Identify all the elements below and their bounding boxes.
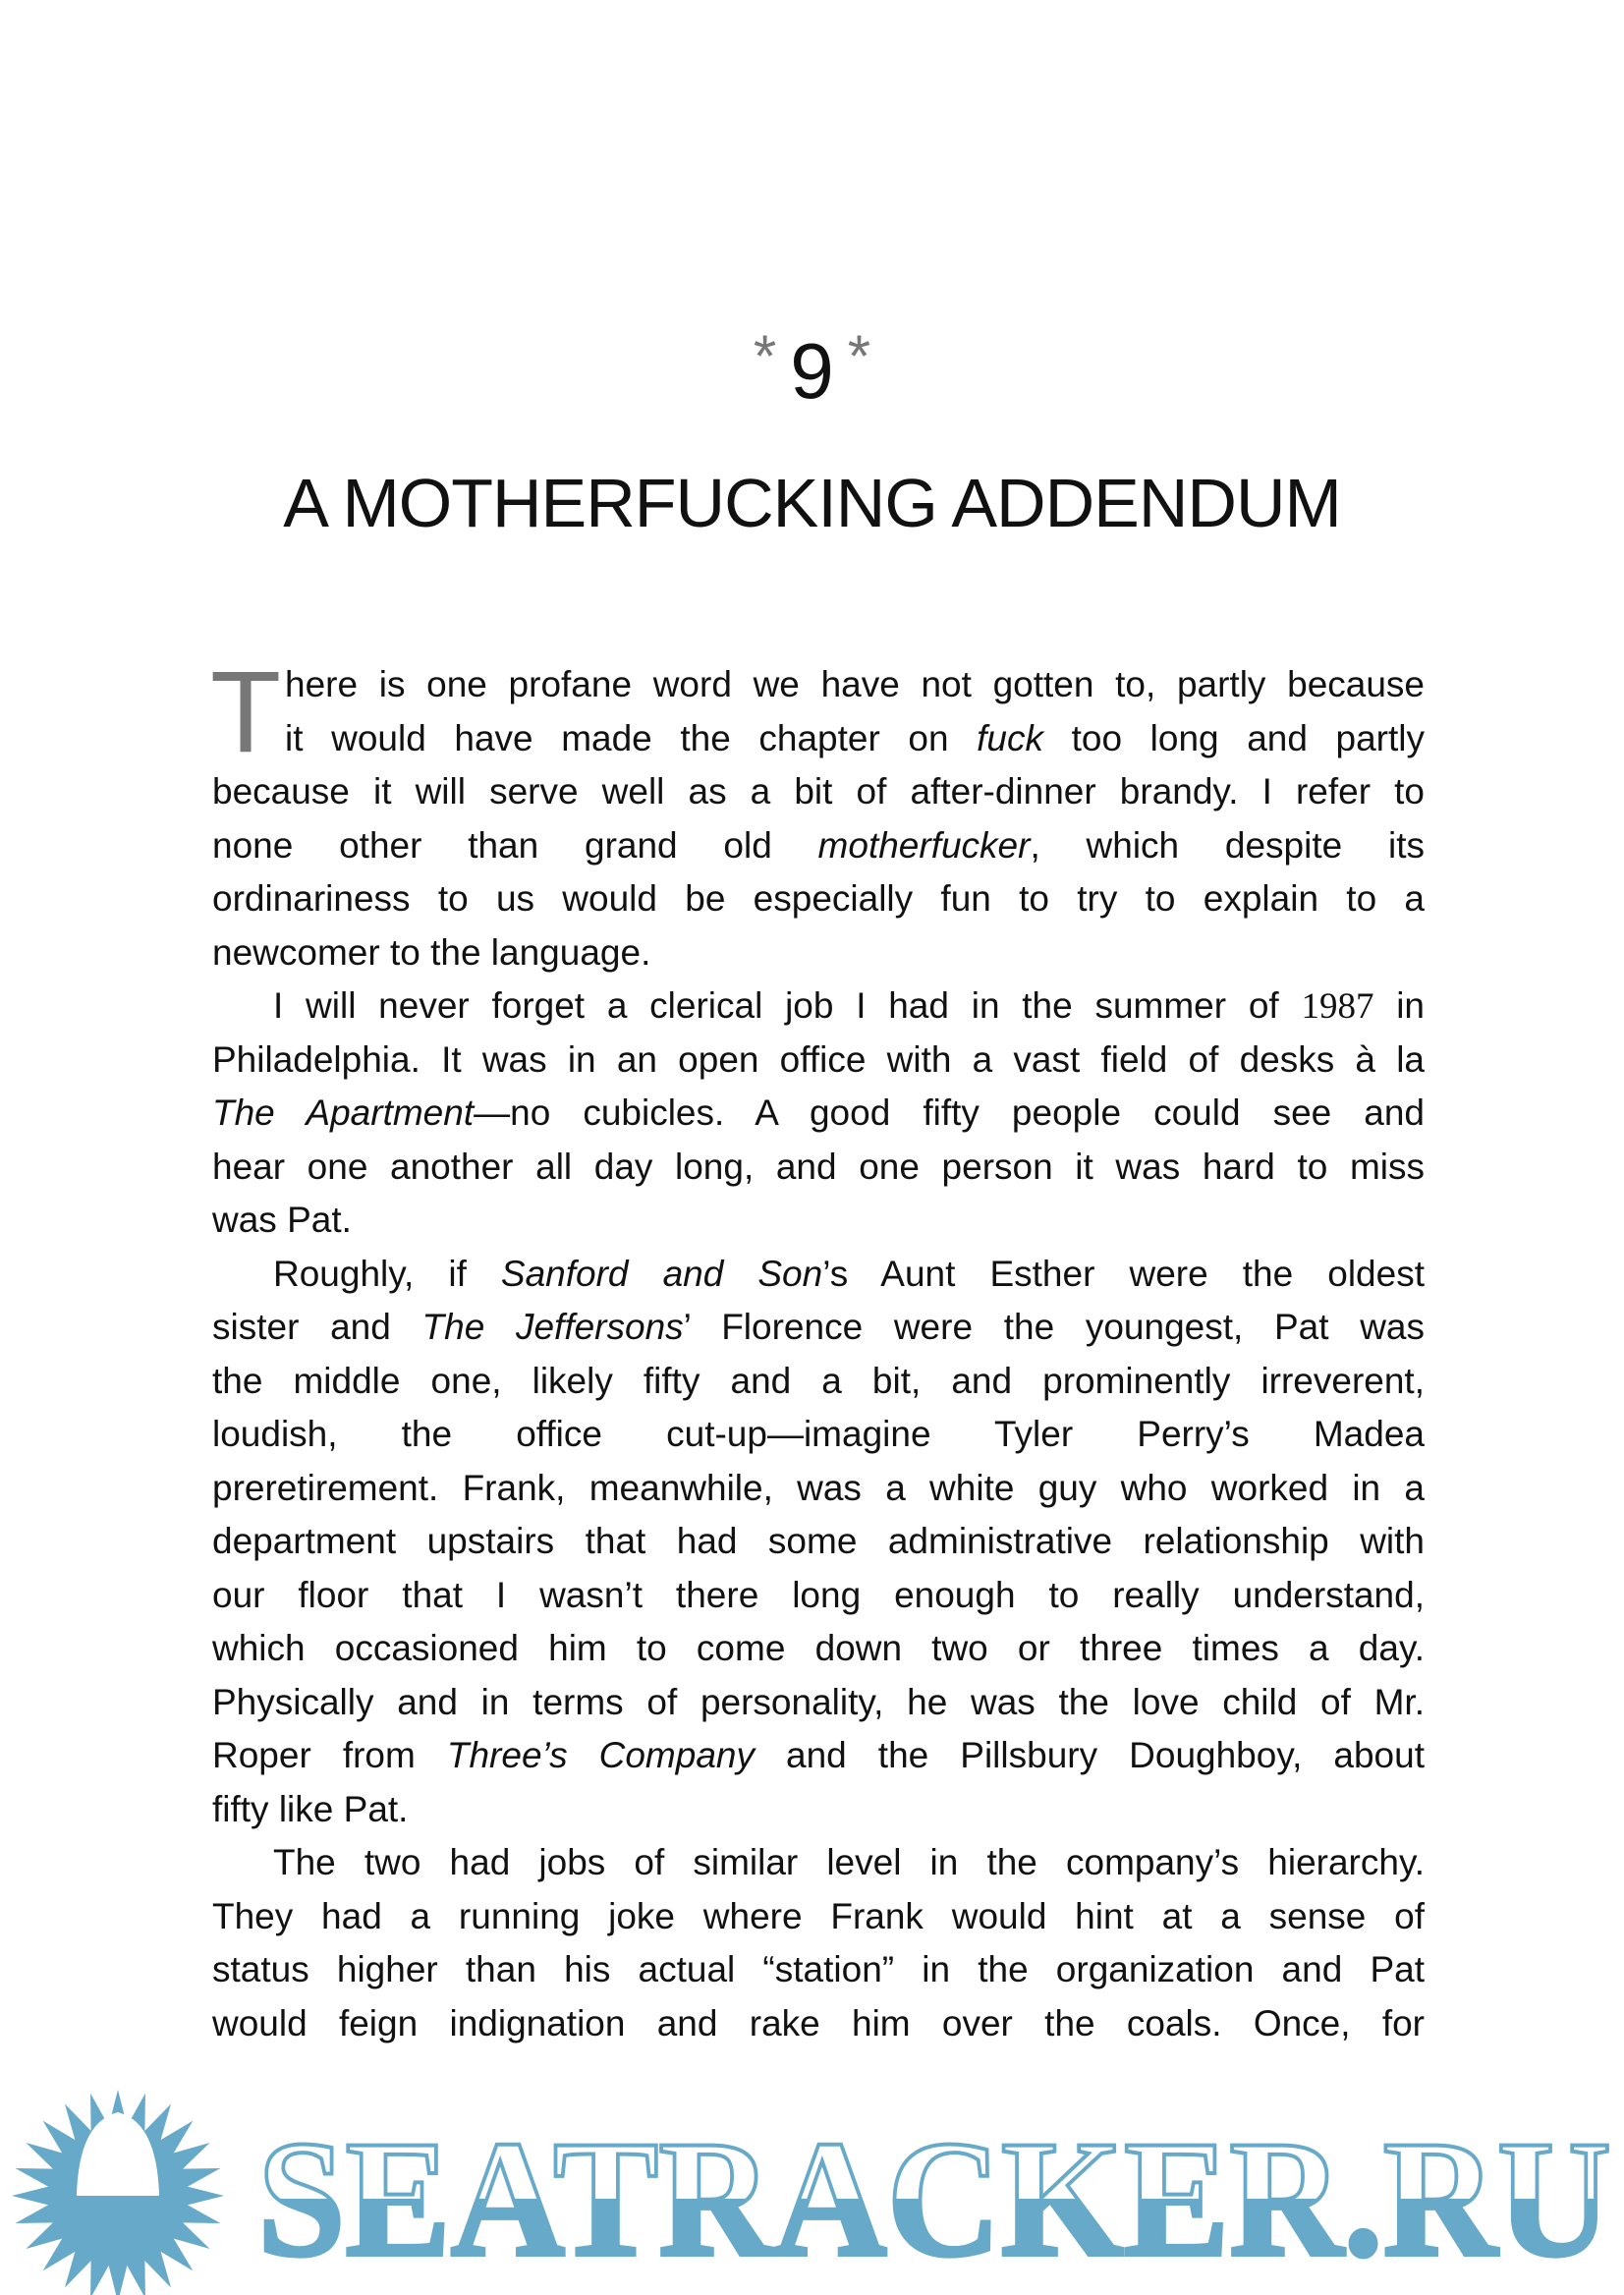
text-segment: —no cubicles. A good fifty people could see and [474,1092,1425,1133]
text-segment: would feign indignation and rake him over the coals. Once, for [212,2002,1425,2043]
text-line [212,1141,1425,1195]
text-segment: status higher than his actual “station” in the organization and Pat [212,1949,1425,1989]
text-line [212,1890,1425,1944]
text-line [212,1943,1425,1997]
text-line [212,1248,1425,1302]
text-line [212,1087,1425,1141]
asterisk-left: * [753,323,777,389]
text-segment: and the Pillsbury Doughboy, about [754,1735,1425,1775]
text-segment: Philadelphia. It was in an open office with a vast field of desks à la [212,1038,1425,1080]
text-line [212,1622,1425,1676]
text-segment: fifty like Pat. [212,1788,409,1829]
text-segment: was Pat. [212,1200,352,1240]
text-line [212,980,1425,1034]
text-line [212,926,1425,980]
text-segment: hear one another all day long, and one person it was hard to miss [212,1146,1425,1187]
text-line [212,1408,1425,1462]
text-segment: department upstairs that had some administrative relationship with [212,1521,1425,1561]
text-segment: They had a running joke where Frank would hint at a sense of [212,1895,1425,1936]
text-line [212,1676,1425,1730]
text-line [212,1462,1425,1516]
italic-title: motherfucker [817,824,1031,866]
text-line [212,1836,1425,1890]
text-line [212,1569,1425,1623]
text-segment: loudish, the office cut-up—imagine Tyler Perry’s Madea [212,1414,1425,1454]
text-line [212,1515,1425,1569]
text-line [212,1034,1425,1088]
text-segment: Roughly, if [273,1253,501,1294]
text-line [212,872,1425,926]
text-line [212,1783,1425,1837]
text-segment: the middle one, likely fifty and a bit, and prominently irreverent, [212,1360,1425,1401]
text-segment: Roper from [212,1735,447,1775]
text-segment: Physically and in terms of personality, he was the love child of Mr. [212,1681,1425,1722]
text-line [212,712,1425,766]
italic-title: The Jeffersons [421,1307,684,1347]
asterisk-right: * [847,323,871,389]
text-segment: newcomer to the language. [212,931,651,973]
italic-title: Three’s Company [446,1735,755,1775]
text-segment: ’s Aunt Esther were the oldest [822,1253,1425,1294]
text-line [212,819,1425,873]
italic-title: Sanford and Son [500,1253,823,1294]
text-segment: The two had jobs of similar level in the company’s hierarchy. [273,1842,1425,1882]
italic-title: The Apartment [212,1092,475,1133]
text-line [212,765,1425,819]
chapter-number [0,312,1624,416]
text-line [212,1729,1425,1783]
text-segment: ’ Florence were the youngest, Pat was [683,1307,1425,1347]
watermark-text: SEATRACKER.RU [257,2106,1611,2291]
text-segment: our floor that I wasn’t there long enough to really understand, [212,1574,1425,1615]
text-line [212,1355,1425,1409]
text-segment: sister and [212,1307,422,1347]
text-segment: which occasioned him to come down two or three times a day. [212,1628,1425,1668]
text-segment: 1987 [1301,986,1374,1027]
text-segment: preretirement. Frank, meanwhile, was a white guy who worked in a [212,1467,1425,1508]
text-line [212,1301,1425,1355]
text-segment: here is one profane word we have not gotten to, partly because [285,664,1425,704]
text-segment: I will never forget a clerical job I had in the summer of [273,985,1302,1026]
text-segment: too long and partly [1043,717,1426,758]
sun-icon [12,2090,224,2295]
chapter-number-value: 9 [790,327,834,415]
text-line [212,658,1425,712]
watermark-logo [0,2063,1624,2295]
text-segment: , which despite its [1030,824,1425,866]
text-segment: ordinariness to us would be especially fun to try to explain to a [212,878,1425,919]
chapter-title: A MOTHERFUCKING ADDENDUM [283,465,1341,541]
text-segment: it would have made the chapter on [285,717,978,758]
body-text [212,658,1425,2050]
text-line [212,1194,1425,1248]
italic-title: fuck [977,717,1044,758]
text-line [212,1997,1425,2051]
text-segment: none other than grand old [212,824,818,866]
text-segment: in [1373,985,1426,1026]
text-segment: because it will serve well as a bit of after-dinner brandy. I refer to [212,771,1425,812]
drop-cap: T [210,647,282,777]
